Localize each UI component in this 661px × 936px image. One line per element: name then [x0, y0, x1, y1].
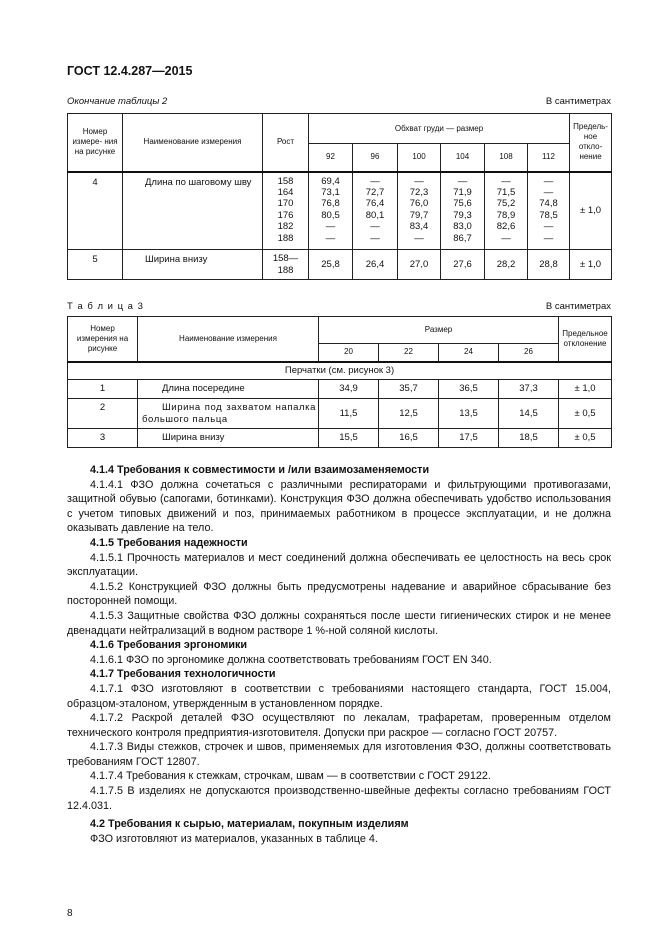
paragraph: 4.1.7.4 Требования к стежкам, строчкам, швам — в соответствии с ГОСТ 29122. [90, 770, 491, 783]
table-2 [67, 113, 612, 280]
paragraph: 4.1.4.1 ФЗО должна сочетаться с различными респираторами и фильтрующими противогазами, защитной обувью (сапогами, ботинками). Конструкция ФЗО должна обеспечивать удобство использования с учетом типовых движений и поз, принимаемых работником в процессе эксплуатации, и не должна оказывать давление на тело. [67, 478, 611, 535]
table-cell: 1 [68, 380, 138, 399]
table-cell: 20 [319, 344, 379, 362]
table-cell: 158 164 170 176 182 188 [263, 172, 309, 250]
table-cell: — 71,5 75,2 78,9 82,6 — [485, 172, 528, 250]
section-heading: 4.1.4 Требования к совместимости и /или взаимозаменяемости [90, 464, 430, 476]
table2-caption: Окончание таблицы 2 [67, 96, 168, 107]
table-cell: Длина посередине [138, 380, 319, 399]
table-cell: 3 [68, 429, 138, 448]
table-cell: — 72,3 76,0 79,7 83,4 — [398, 172, 441, 250]
table-cell: 158— 188 [263, 250, 309, 280]
table-cell: 15,5 [319, 429, 379, 448]
table-cell: 100 [398, 144, 441, 172]
table-cell: — 72,7 76,4 80,1 — — [353, 172, 398, 250]
col-header-height: Рост [263, 114, 309, 172]
table-cell: 36,5 [439, 380, 499, 399]
table-cell: 28,8 [528, 250, 570, 280]
col-header-size: Размер [319, 317, 559, 344]
section-row: Перчатки (см. рисунок 3) [68, 362, 612, 380]
table-cell: 16,5 [379, 429, 439, 448]
paragraph: 4.1.5.1 Прочность материалов и мест соединений должна обеспечивать ее целостность на весь срок эксплуатации. [67, 551, 611, 579]
table-cell: ± 0,5 [559, 399, 612, 429]
table-cell: 4 [68, 172, 123, 250]
section-heading: 4.1.6 Требования эргономики [90, 639, 248, 652]
table-cell: ± 1,0 [570, 172, 612, 250]
table-row [68, 250, 612, 280]
table-3 [67, 316, 612, 448]
col-header-name: Наименование измерения [138, 317, 319, 362]
table3-units: В сантиметрах [545, 301, 611, 312]
table-row [68, 399, 612, 429]
table-cell: 17,5 [439, 429, 499, 448]
table-cell: 5 [68, 250, 123, 280]
table-cell: 92 [309, 144, 353, 172]
table-cell: ± 0,5 [559, 429, 612, 448]
table-cell: Ширина внизу [123, 250, 263, 280]
table3-caption: Т а б л и ц а 3 [67, 301, 144, 312]
table-row [68, 429, 612, 448]
table-cell: Ширина под захватом напалка большого пальца [138, 399, 319, 429]
table-cell: 69,4 73,1 76,8 80,5 — — [309, 172, 353, 250]
paragraph: 4.1.7.1 ФЗО изготовляют в соответствии с требованиями настоящего стандарта, ГОСТ 15.004, образцом-эталоном, утвержденным в установленном порядке. [67, 682, 611, 710]
table-cell: ± 1,0 [570, 250, 612, 280]
table-cell: 112 [528, 144, 570, 172]
col-header-name: Наименование измерения [123, 114, 263, 172]
paragraph: 4.1.5.3 Защитные свойства ФЗО должны сохраняться после шести гигиенических стирок и не менее двенадцати нейтрализаций в водном растворе 1 %-ной соляной кислоты. [67, 609, 611, 637]
table-row [68, 172, 612, 250]
table-cell: 2 [68, 399, 138, 429]
section-heading: 4.1.7 Требования технологичности [90, 668, 276, 681]
paragraph: ФЗО изготовляют из материалов, указанных в таблице 4. [90, 832, 378, 845]
section-heading: 4.1.5 Требования надежности [90, 536, 248, 549]
paragraph: 4.1.7.2 Раскрой деталей ФЗО осуществляют по лекалам, трафаретам, проверенным отделом технического контроля предприятия-изготовителя. Допуски при раскрое — согласно ГОСТ 20757. [67, 712, 611, 739]
table-cell: Ширина внизу [138, 429, 319, 448]
table-cell: 108 [485, 144, 528, 172]
table-cell: ± 1,0 [559, 380, 612, 399]
table-cell: 18,5 [499, 429, 559, 448]
table-cell: 35,7 [379, 380, 439, 399]
paragraph: 4.1.7.3 Виды стежков, строчек и швов, применяемых для изготовления ФЗО, должны соответствовать требованиям ГОСТ 12807. [67, 741, 611, 768]
col-header-number: Номер измере- ния на рисунке [68, 114, 123, 172]
paragraph: 4.1.6.1 ФЗО по эргономике должна соответствовать требованиям ГОСТ EN 340. [90, 653, 492, 666]
table-cell: 96 [353, 144, 398, 172]
table-cell: 22 [379, 344, 439, 362]
table-cell: 34,9 [319, 380, 379, 399]
table-cell: Длина по шаговому шву [123, 172, 263, 250]
section-heading: 4.2 Требования к сырью, материалам, покупным изделиям [90, 818, 409, 831]
table-cell: 27,6 [441, 250, 485, 280]
col-header-number: Номер измерения на рисунке [68, 317, 138, 362]
table-row [68, 380, 612, 399]
table-cell: 37,3 [499, 380, 559, 399]
table-cell: 11,5 [319, 399, 379, 429]
col-header-deviation: Предель- ное откло- нение [570, 114, 612, 172]
table-cell: 12,5 [379, 399, 439, 429]
body-text [67, 463, 611, 846]
table-cell: — — 74,8 78,5 — — [528, 172, 570, 250]
document-header: ГОСТ 12.4.287—2015 [67, 64, 193, 78]
table-cell: 26,4 [353, 250, 398, 280]
table2-units: В сантиметрах [545, 96, 611, 107]
table-cell: 26 [499, 344, 559, 362]
table-cell: 27,0 [398, 250, 441, 280]
table-cell: 28,2 [485, 250, 528, 280]
col-header-deviation: Предельное отклонение [559, 317, 612, 362]
table-cell: 13,5 [439, 399, 499, 429]
page-number: 8 [67, 908, 73, 919]
table-cell: 14,5 [499, 399, 559, 429]
table-cell: 25,8 [309, 250, 353, 280]
paragraph: 4.1.5.2 Конструкцией ФЗО должны быть предусмотрены надевание и аварийное сбрасывание без посторонней помощи. [67, 580, 611, 608]
table-cell: 104 [441, 144, 485, 172]
col-header-chest: Обхват груди — размер [309, 114, 570, 144]
paragraph: 4.1.7.5 В изделиях не допускаются производственно-швейные дефекты согласно требованиям ГОСТ 12.4.031. [67, 785, 611, 812]
table-cell: — 71,9 75,6 79,3 83,0 86,7 [441, 172, 485, 250]
table-cell: 24 [439, 344, 499, 362]
